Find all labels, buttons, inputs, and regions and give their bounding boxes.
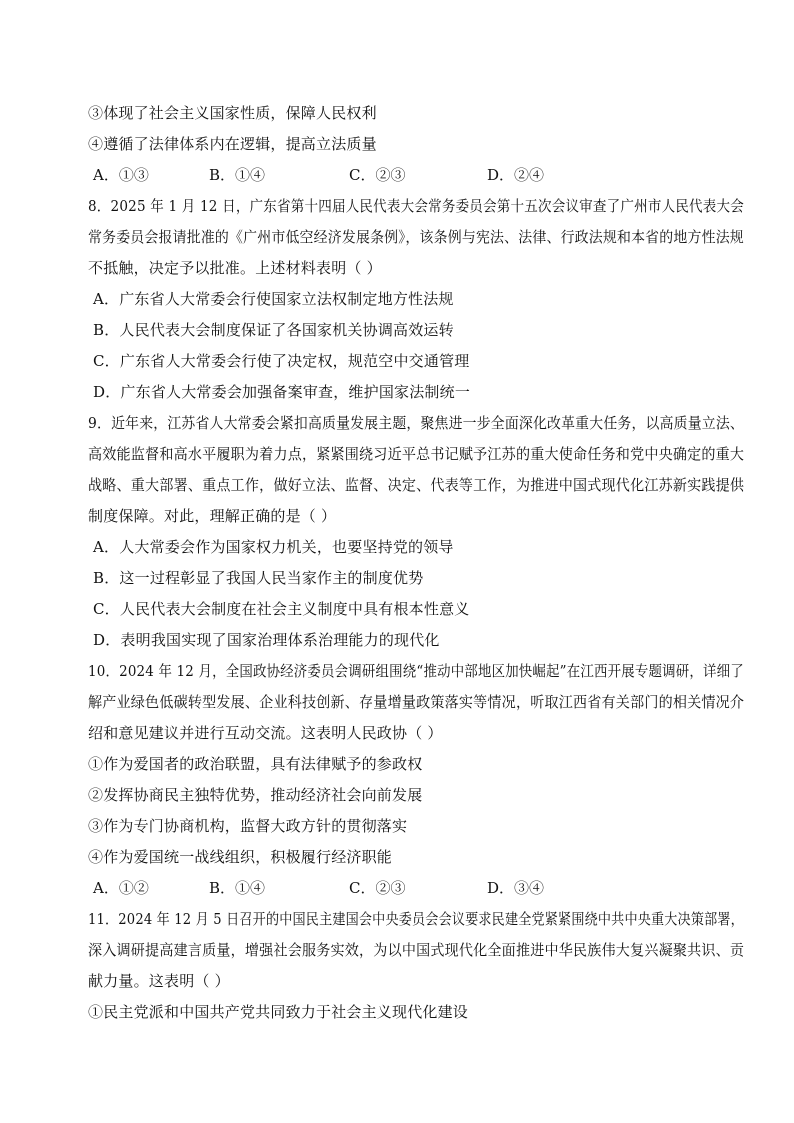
q8-option-b: B．人民代表大会制度保证了各国家机关协调高效运转 <box>93 321 454 339</box>
q11-stem-line: 深入调研提高建言质量，增强社会服务实效，为以中国式现代化全面推进中华民族伟大复兴凝聚共识、贡 <box>88 941 745 959</box>
q8-option-a: A．广东省人大常委会行使国家立法权制定地方性法规 <box>93 290 454 308</box>
q9-stem-line: 制度保障。对此，理解正确的是（ ） <box>88 507 337 525</box>
q10-choice-b: B．①④ <box>209 879 266 897</box>
q10-item-1: ①作为爱国者的政治联盟，具有法律赋予的参政权 <box>88 755 423 773</box>
q9-stem-line: 高效能监督和高水平履职为着力点，紧紧围绕习近平总书记赋予江苏的重大使命任务和党中央确定的重大 <box>88 445 745 463</box>
q7-choice-d: D．②④ <box>487 166 545 184</box>
q8-option-d: D．广东省人大常委会加强备案审查，维护国家法制统一 <box>93 383 471 401</box>
q7-choice-b: B．①④ <box>209 166 266 184</box>
q10-stem-line: 绍和意见建议并进行互动交流。这表明人民政协（ ） <box>88 724 443 742</box>
q10-stem-line: 10．2024 年 12 月，全国政协经济委员会调研组围绕“推动中部地区加快崛起”在江西开展专题调研，详细了 <box>88 662 744 680</box>
q10-choice-a: A．①② <box>93 879 149 897</box>
q8-stem-line: 8．2025 年 1 月 12 日，广东省第十四届人民代表大会常务委员会第十五次会议审查了广州市人民代表大会 <box>88 197 744 215</box>
q9-option-b: B．这一过程彰显了我国人民当家作主的制度优势 <box>93 569 424 587</box>
q11-stem-line: 11．2024 年 12 月 5 日召开的中国民主建国会中央委员会会议要求民建全党紧紧围绕中共中央重大决策部署， <box>88 910 744 928</box>
q9-option-a: A．人大常委会作为国家权力机关，也要坚持党的领导 <box>93 538 454 556</box>
q10-item-4: ④作为爱国统一战线组织，积极履行经济职能 <box>88 848 393 866</box>
q7-choice-a: A．①③ <box>93 166 149 184</box>
q8-option-c: C．广东省人大常委会行使了决定权，规范空中交通管理 <box>93 352 470 370</box>
q7-choice-c: C．②③ <box>349 166 406 184</box>
q9-option-c: C．人民代表大会制度在社会主义制度中具有根本性意义 <box>93 600 470 618</box>
q7-item-3: ③体现了社会主义国家性质，保障人民权利 <box>88 104 377 122</box>
q9-stem-line: 9．近年来，江苏省人大常委会紧扣高质量发展主题，聚焦进一步全面深化改革重大任务，以高质量立法、 <box>88 414 744 432</box>
q8-stem-line: 不抵触，决定予以批准。上述材料表明（ ） <box>88 259 382 277</box>
q7-item-4: ④遵循了法律体系内在逻辑，提高立法质量 <box>88 135 377 153</box>
q10-item-3: ③作为专门协商机构，监督大政方针的贯彻落实 <box>88 817 408 835</box>
q10-choice-c: C．②③ <box>349 879 406 897</box>
q10-item-2: ②发挥协商民主独特优势，推动经济社会向前发展 <box>88 786 423 804</box>
q9-stem-line: 战略、重大部署、重点工作，做好立法、监督、决定、代表等工作，为推进中国式现代化江苏新实践提供 <box>88 476 745 494</box>
q10-stem-line: 解产业绿色低碳转型发展、企业科技创新、存量增量政策落实等情况，听取江西省有关部门的相关情况介 <box>88 693 745 711</box>
q9-option-d: D．表明我国实现了国家治理体系治理能力的现代化 <box>93 631 440 649</box>
q11-item-1: ①民主党派和中国共产党共同致力于社会主义现代化建设 <box>88 1003 469 1021</box>
q10-choice-d: D．③④ <box>487 879 545 897</box>
q8-stem-line: 常务委员会报请批准的《广州市低空经济发展条例》，该条例与宪法、法律、行政法规和本省的地方性法规 <box>88 228 744 246</box>
q11-stem-line: 献力量。这表明（ ） <box>88 972 230 990</box>
